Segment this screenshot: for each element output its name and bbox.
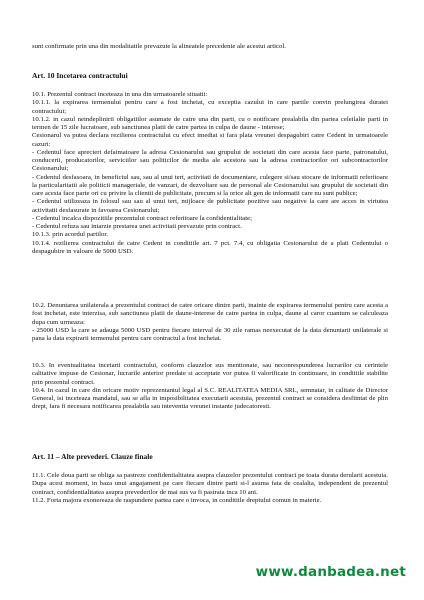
intro-line: sunt confirmate prin una din modalitatile prevazute la alineatele precedente ale acestui articol. [32, 43, 286, 50]
bullet-confidentialitate: - Cedentul incalca dispozitiile prezentului contract referitoare la confidentialitate; [32, 214, 253, 222]
paragraph-10-1-2: 10.1.2. in cazul neindeplinirii obligatiilor asumate de catre una din parti, cu o notificare prealabila din partea celeilalte parti in termen de 15 zile lucratoare, sub sanctiunea platii de catre partea in culpa de daune - interese; [32, 115, 388, 131]
paragraph-11-1: 11.1. Cele doua parti se obliga sa pastreze confidentialitatea asupra clauzelor prezentului contract pe toata durata derularii acestuia. Dupa acest moment, in baza unui angajament pe care fiecare dintre parti si-l asuma fata de cealalta, independent de prezentul contract, confidentialitatea asupra prevederilor de mai sus va fi pastrata inca 10 ani. [32, 472, 388, 496]
paragraph-11-2: 11.2. Forta majora exonereaza de raspundere partea care o invoca, in conditiile dreptului comun in materie. [32, 496, 322, 504]
watermark-url: www.danbadea.net [255, 564, 406, 580]
paragraph-10-3: 10.3. In eventualitatea incetarii contractului, conform clauzelor sus mentionate, sau neconrespunderea lucrarilor cu cerintele calitative impuse de Cesionar, lucrarile anterior predate si acceptate vor putea fi valorificate in continuare, in conditiile stabilite prin prezentul contract. [32, 362, 388, 386]
art11-heading: Art. 11 – Alte prevederi. Clauze finale [32, 452, 153, 461]
bullet-defaimare: - Cedentul face aprecieri defaimatoare la adresa Cesionarului sau grupului de societati din care acesta face parte, patronatului, conducerii, producatorilor, serviciilor sau politicilor de media ale acestora sau la adresa contractorilor ori subcontractorilor Cesionarului; [32, 148, 388, 173]
paragraph-10-1: 10.1. Prezentul contract inceteaza in una din urmatoarele situatii: [32, 91, 208, 98]
paragraph-10-2-penalty: - 25000 USD la care se adauga 5000 USD pentru fiecare interval de 30 zile ramas neexecutat de la data denuntarii unilaterale si pana la data expirarii termenului pentru care contractul a fost incheiat. [32, 326, 388, 342]
paragraph-10-1-1: 10.1.1. la expirarea termenului pentru care a fost incheiat, cu exceptia cazului in care partile convin prelungirea duratei contractului; [32, 99, 388, 115]
paragraph-10-2: 10.2. Denuntarea unilaterala a prezentului contract de catre oricare dintre parti, inainte de expirarea termenului pentru care acesta a fost incheiat, este interzisa, sub sanctiunea platii de daune-interese de catre partea in culpa, daune al caror cuantum se calculeaza dupa cum urmeaza: [32, 302, 388, 326]
art10-2-block [32, 302, 388, 343]
bullet-publicitate: - Cedentul utilizeaza in folosul sau sau al unui tert, mijloace de publicitate pozitive sau negative la care are acces in virtutea activitatii desfasurate in favoarea Cesionarului; [32, 198, 388, 214]
bullet-documentare: - Cedentul desfasoara, in beneficiul sau, sau al unui tert, activitati de documentare, culegere si/sau stocare de informatii referitoare la particularitatii ale politicii manageriale, de vanzari, de dezvoltare sau de personal ale Cesionarului sau grupului de societati din care acesta face parte ori cu privire la clientii de publicitate, precum si la orice alt gen de informatii care nu sunt publice; [32, 173, 388, 197]
paragraph-10-1-3: 10.1.3. prin acordul partilor. [32, 231, 108, 239]
paragraph-10-1-4: 10.1.4. rezilierea contractului de catre Cedent in conditiile art. 7 pct. 7.4, cu obligatia Cesionarului de a plati Cedentului o despagubire in valoare de 5000 USD. [32, 239, 388, 255]
art10-body [32, 91, 388, 256]
art11-body [32, 472, 388, 505]
art10-3-block [32, 362, 388, 412]
paragraph-10-4: 10.4. In cazul in care din oricare motiv reprezentantul legal al S.C. REALITATEA MEDIA SRL, semnatar, in calitate de Director General, isi inceteaza mandatul, sau se afla in imposibilitatea executarii acestuia, prezentul contract se considera desfiintat de plin drept, fara fi necesara notificarea prealabila sau inteventia vreunei instante judecatoresti. [32, 386, 388, 411]
bullet-refuz: - Cedentul refuza sau intarzie prestarea unei activitati prevazute prin contract. [32, 223, 242, 230]
paragraph-cesionar-reziliere: Cesionarul va putea declara rezilierea contractului cu efect imediat si fara plata vreunei despagubiri catre Cedent in urmatoarele cazuri: [32, 132, 388, 148]
art10-heading: Art. 10 Incetarea contractului [32, 71, 128, 80]
